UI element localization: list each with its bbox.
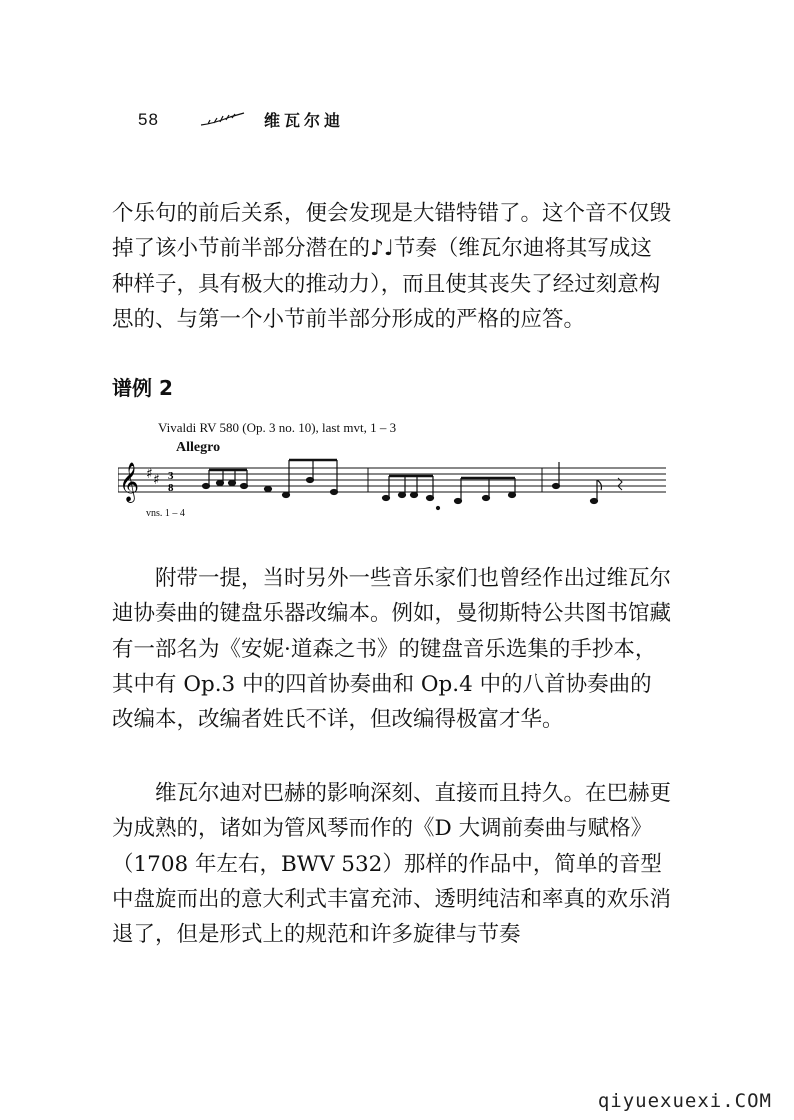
paragraph-2: 附带一提，当时另外一些音乐家们也曾经作出过维瓦尔迪协奏曲的键盘乐器改编本。例如，曼彻斯特公共图书馆藏有一部名为《安妮·道森之书》的键盘音乐选集的手抄本，其中有 Op.3 中的四首协奏曲和 Op.4 中的八首协奏曲的改编本，改编者姓氏不详，但改编得极富才华。 (112, 566, 672, 733)
score-caption: Vivaldi RV 580 (Op. 3 no. 10), last mvt, 1 – 3 (158, 420, 397, 435)
site-watermark: qiyuexuexi.COM (597, 1090, 772, 1112)
score-part-label: vns. 1 – 4 (146, 508, 185, 519)
staff-lines (118, 468, 666, 492)
book-title: 维瓦尔迪 (264, 111, 345, 130)
time-signature-bottom: 8 (168, 482, 174, 494)
page-header (138, 108, 438, 138)
quill-flourish-icon (200, 112, 246, 128)
page-number: 58 (138, 110, 159, 129)
sharp-icon: ♯ (153, 472, 160, 488)
score-tempo: Allegro (176, 440, 221, 455)
time-signature-top: 3 (168, 470, 174, 482)
sharp-icon: ♯ (146, 466, 153, 482)
paragraph-3: 维瓦尔迪对巴赫的影响深刻、直接而且持久。在巴赫更为成熟的，诸如为管风琴而作的《D 大调前奏曲与赋格》（1708 年左右，BWV 532）那样的作品中，简单的音型中盘旋而出的意大利式丰富充沛、透明纯洁和率真的欢乐消退了，但是形式上的规范和许多旋律与节奏 (112, 781, 672, 948)
staff-notation (118, 456, 668, 516)
example-title: 谱例 2 (112, 376, 173, 400)
treble-clef-icon: 𝄞 (119, 462, 140, 502)
music-score (118, 420, 678, 530)
notes (203, 460, 623, 510)
paragraph-1: 个乐句的前后关系，便会发现是大错特错了。这个音不仅毁掉了该小节前半部分潜在的♪♩节奏（维瓦尔迪将其写成这种样子，具有极大的推动力），而且使其丧失了经过刻意构思的、与第一个小节前半部分形成的严格的应答。 (112, 201, 672, 332)
